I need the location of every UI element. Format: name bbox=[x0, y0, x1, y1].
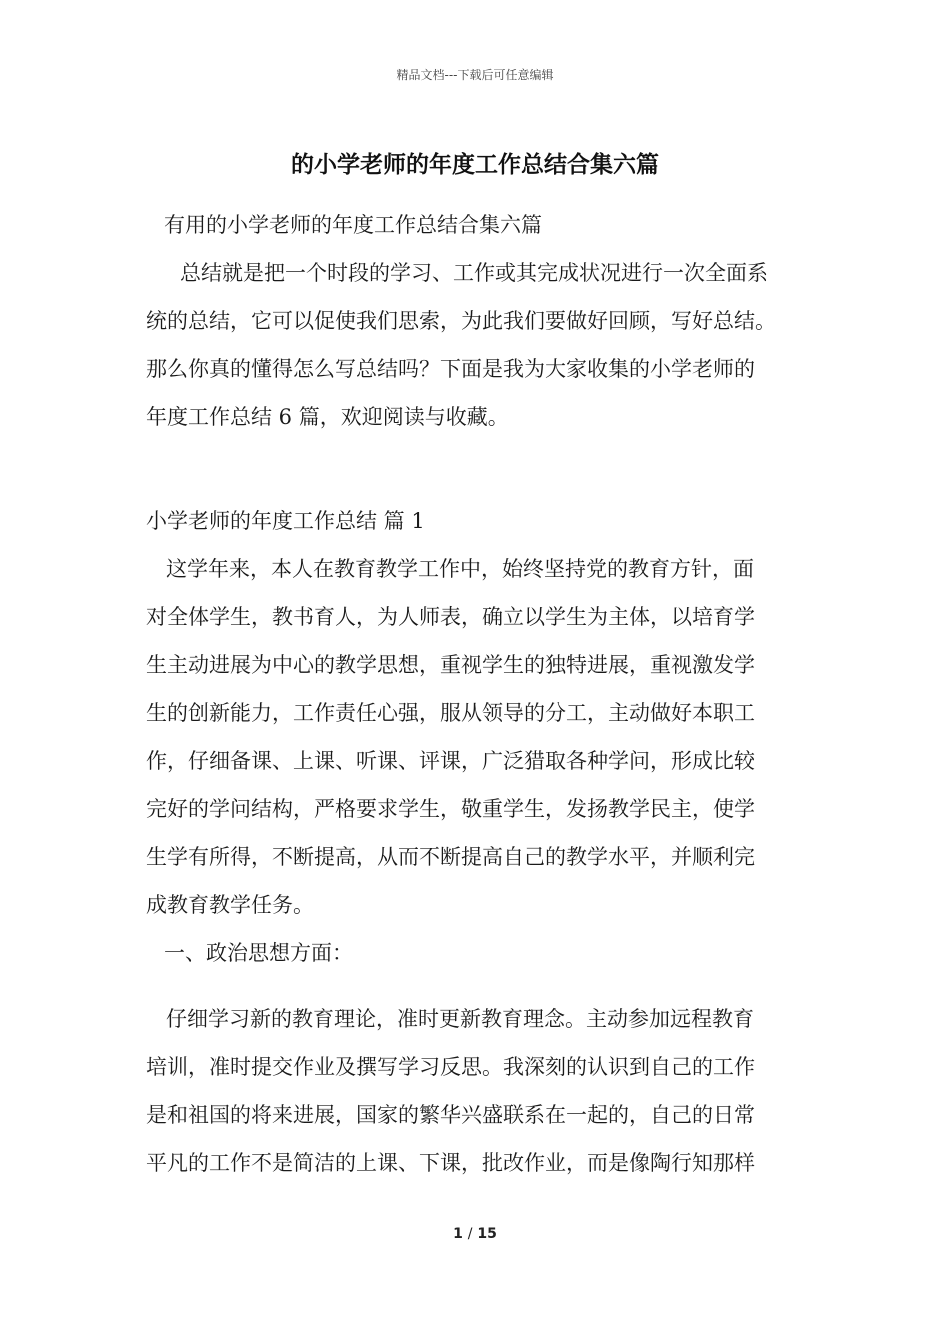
intro-line: 总结就是把一个时段的学习、工作或其完成状况进行一次全面系 bbox=[180, 261, 768, 285]
section-line: 作，仔细备课、上课、听课、评课，广泛猎取各种学问，形成比较 bbox=[146, 749, 755, 773]
page-current: 1 bbox=[453, 1226, 463, 1242]
intro-line: 统的总结，它可以促使我们思索，为此我们要做好回顾，写好总结。 bbox=[146, 309, 776, 333]
politics-line: 是和祖国的将来进展，国家的繁华兴盛联系在一起的，自己的日常 bbox=[146, 1103, 755, 1127]
section-line: 生主动进展为中心的教学思想，重视学生的独特进展，重视激发学 bbox=[146, 653, 755, 677]
intro-line: 年度工作总结 6 篇，欢迎阅读与收藏。 bbox=[146, 405, 509, 429]
intro-line: 那么你真的懂得怎么写总结吗？下面是我为大家收集的小学老师的 bbox=[146, 357, 755, 381]
subheading: 一、政治思想方面： bbox=[164, 941, 353, 965]
politics-line: 仔细学习新的教育理论，准时更新教育理念。主动参加远程教育 bbox=[166, 1007, 754, 1031]
section-line: 这学年来，本人在教育教学工作中，始终坚持党的教育方针，面 bbox=[166, 557, 754, 581]
section-line: 完好的学问结构，严格要求学生，敬重学生，发扬教学民主，使学 bbox=[146, 797, 755, 821]
page-total: 15 bbox=[477, 1226, 497, 1242]
page-separator: / bbox=[467, 1226, 473, 1242]
politics-line: 平凡的工作不是简洁的上课、下课，批改作业，而是像陶行知那样 bbox=[146, 1151, 755, 1175]
section-line: 生学有所得，不断提高，从而不断提高自己的教学水平，并顺利完 bbox=[146, 845, 755, 869]
section-line: 成教育教学任务。 bbox=[146, 893, 314, 917]
section-line: 生的创新能力，工作责任心强，服从领导的分工，主动做好本职工 bbox=[146, 701, 755, 725]
document-subtitle: 有用的小学老师的年度工作总结合集六篇 bbox=[164, 213, 542, 237]
politics-line: 培训，准时提交作业及撰写学习反思。我深刻的认识到自己的工作 bbox=[146, 1055, 755, 1079]
page-number bbox=[0, 1226, 950, 1242]
section-line: 对全体学生，教书育人，为人师表，确立以学生为主体，以培育学 bbox=[146, 605, 755, 629]
page-header: 精品文档---下载后可任意编辑 bbox=[396, 68, 554, 82]
document-title: 的小学老师的年度工作总结合集六篇 bbox=[291, 151, 659, 178]
section-heading: 小学老师的年度工作总结 篇 1 bbox=[146, 509, 425, 533]
